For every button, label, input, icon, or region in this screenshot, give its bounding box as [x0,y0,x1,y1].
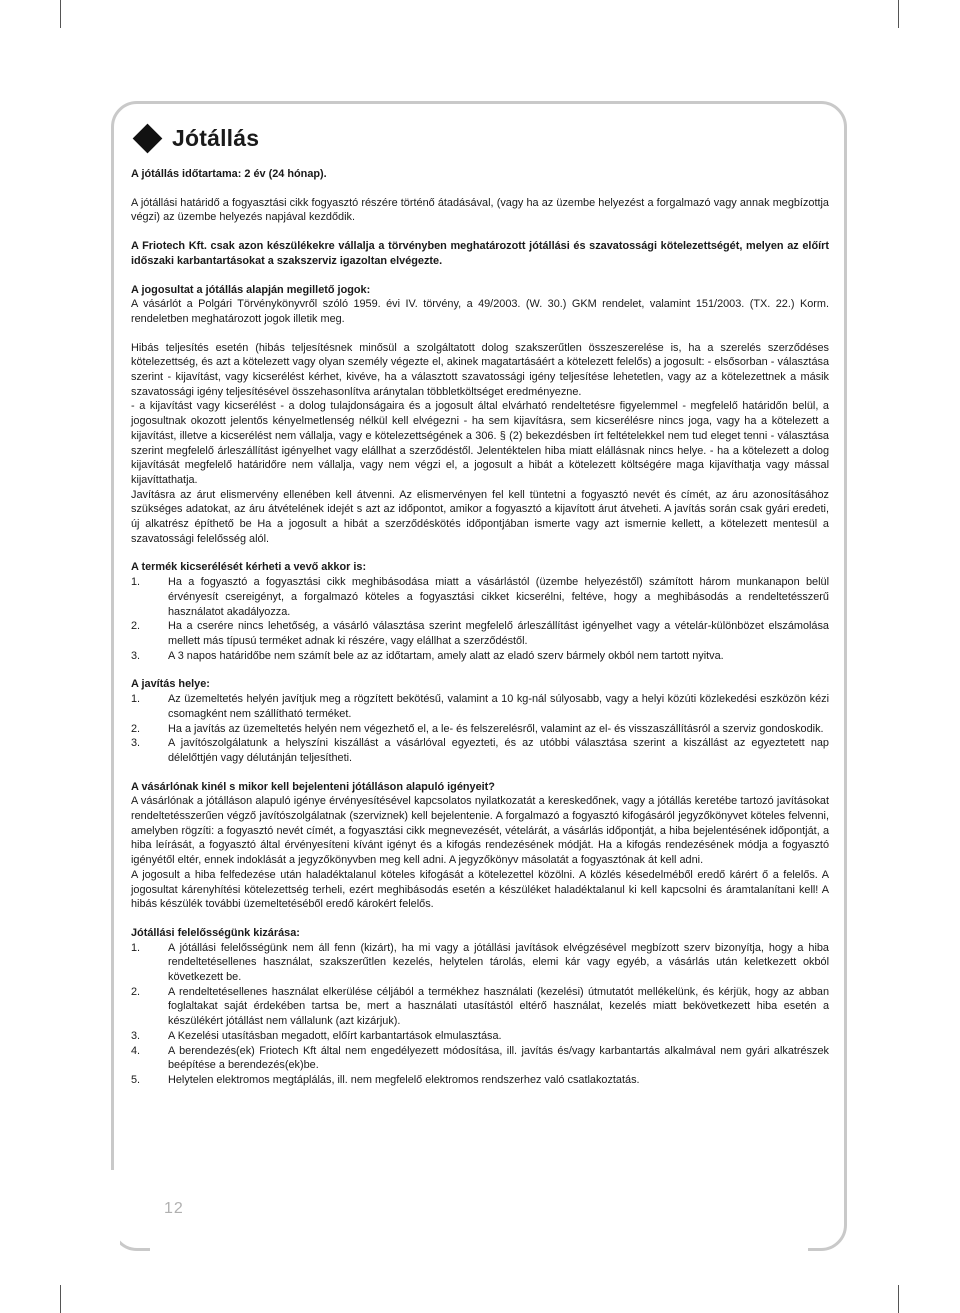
item-text: A jótállási felelősségünk nem áll fenn (kizárt), ha mi vagy a jótállási javítások elvégzésével megbízott szerv bizonyítja, hogy a hiba rendeltetésellenes használat, szakszerűtlen kezelés, helytelen tárolás, elemi kár vagy egyéb, a vásárlás után keletkezett okból következett be. [168,941,829,984]
list-item [131,941,829,985]
exclusion-list [131,941,829,1088]
exclusion-heading: Jótállási felelősségünk kizárása: [131,926,300,939]
item-number: 2. [131,985,141,998]
item-number: 3. [131,649,141,662]
repair-place-heading: A javítás helye: [131,678,210,691]
item-number: 5. [131,1073,141,1086]
item-number: 4. [131,1044,141,1057]
item-text: A javítószolgálatunk a helyszíni kiszállást a vásárlóval egyezteti, és az utóbbi választása szerint a kiszállást az egyeztetett nap délelőttjén vagy délutánján teljesítheti. [168,737,829,764]
diamond-bullet-icon [133,124,163,154]
rights-text: A vásárlót a Polgári Törvénykönyvről szóló 1959. évi IV. törvény, a 49/2003. (W. 30.) GKM rendelet, valamint 151/2003. (TX. 22.) Korm. rendeletben meghatározott jogok illetik meg. [131,298,829,325]
item-text: Ha a javítás az üzemeltetés helyén nem végezhető el, a le- és felszerelésről, valamint az el- és visszaszállításról a szerviz gondoskodik. [168,722,824,735]
rights-heading: A jogosultat a jótállás alapján megillető jogok: [131,283,371,296]
claim-heading: A vásárlónak kinél s mikor kell bejelenteni jótálláson alapuló igényeit? [131,780,495,793]
exchange-list [131,575,829,663]
page-number: 12 [164,1200,184,1217]
frame-gap [150,1236,808,1266]
item-text: A berendezés(ek) Friotech Kft által nem engedélyezett módosítása, ill. javítás és/vagy karbantartás alkalmával nem gyári alkatrészek beépítése a berendezés(ek)be. [168,1044,829,1072]
page-title: Jótállás [172,125,260,152]
item-number: 1. [131,941,141,954]
defect-paragraph: - a kijavítást vagy kicserélést - a dolog tulajdonságaira és a jogosult által elvárható rendeltetésre figyelemmel - megfelelő határidőn belül, a jogosultnak okozott jelentős kényelmetlenség nélkül kell elvégezni - ha sem kijavításra, sem kicserélésre nincs joga, vagy ha a kötelezett a kijavítást, illetve a kicserélést nem vállalja, vagy e kötelezettségének a 306. § (2) bekezdésben írt feltételekkel nem tud eleget tenni - választása szerint megfelelő árleszállítást igényelhet vagy elállhat a szerződéstől. Jelentéktelen hiba miatt elállásnak nincs helye. - ha a kötelezett a dolog kijavítását megfelelő határidőre nem vállalja, vagy nem végzi el, a jogosult a hibát a kötelezett költségére maga kijavíthatja vagy mással kijavíttathatja. [131,400,829,486]
item-text: Helytelen elektromos megtáplálás, ill. nem megfelelő elektromos rendszerhez való csatlakoztatás. [168,1073,640,1086]
section-heading [131,125,829,152]
defect-paragraph: Javításra az árut elismervény ellenében kell átvenni. Az elismervényen fel kell tüntetni a fogyasztó nevét és címét, az áru azonosításához szükséges adatokat, az áru átvételének idejét s azt az időpontot, amikor a fogyasztó a kijavított árut átveheti. A javítás során csak gyári eredeti, új alkatrész építhető be Ha a jogosult a hibát a szerződéskötés időpontjában ismerte vagy azt ismernie kellett, a kötelezett mentesül a szavatossági felelősség alól. [131,488,829,545]
crop-mark [60,0,61,28]
claim-paragraph: A vásárlónak a jótálláson alapuló igénye érvényesítésével kapcsolatos nyilatkozatát a kereskedőnek, vagy a jótállás keretébe tartozó javításokat rendeltetésszerűen végző javítószolgálatnak (szerviznek) kell bejelentenie. A forgalmazó a fogyasztó kifogásáról jegyzőkönyvet köteles felvenni, amelyben rögzíti: a fogyasztó nevét címét, a fogyasztási cikk megnevezését, vételárát, a vásárlás időpontját, a hiba bejelentésének időpontját, a hiba leírását, a fogyasztó által érvényesíteni kívánt igényt és a kifogás rendezésének módját. Ha a kifogás rendezésének módja a fogyasztó igényétől eltér, ennek indoklását a jegyzőkönyvben meg kell adni. A jegyzőkönyv másolatát a fogyasztónak át kell adni. [131,795,829,867]
item-text: Az üzemeltetés helyén javítjuk meg a rögzített bekötésű, valamint a 10 kg-nál súlyosabb, vagy a helyi közúti közlekedési eszközön kézi csomagként nem szállítható terméket. [168,693,829,720]
list-item [131,722,829,737]
intro-paragraph: A jótállási határidő a fogyasztási cikk fogyasztó részére történő átadásával, (vagy ha az üzembe helyezést a forgalmazó vagy annak megbízottja végzi) az üzembe helyezés napjával kezdődik. [131,196,829,224]
list-item [131,1073,829,1088]
exchange-heading: A termék kicserélését kérheti a vevő akkor is: [131,561,367,574]
item-number: 1. [131,576,141,589]
list-item [131,736,829,765]
list-item [131,1029,829,1044]
crop-mark [898,1285,899,1313]
item-text: A Kezelési utasításban megadott, előírt karbantartások elmulasztása. [168,1029,502,1042]
list-item [131,575,829,619]
crop-mark [60,1285,61,1313]
warranty-duration: A jótállás időtartama: 2 év (24 hónap). [131,168,327,180]
item-number: 3. [131,1029,141,1042]
list-item [131,649,829,664]
item-text: A rendeltetésellenes használat elkerülése céljából a termékhez használati (kezelési) útmutatót mellékelünk, és kérjük, hogy az abban foglaltakat saját érdekében tartsa be, mert a használati utasítástól eltérő használat, kezelés miatt bekövetkezett hiba esetén a készülékért jótállást nem vállalunk (azt kizárjuk). [168,985,829,1028]
item-number: 3. [131,737,141,750]
list-item [131,692,829,721]
list-item [131,1044,829,1073]
crop-mark [898,0,899,28]
list-item [131,985,829,1029]
item-text: Ha a fogyasztó a fogyasztási cikk meghibásodása miatt a vásárlástól (üzembe helyezéstől) számított három munkanapon belül érvényesít csereigényt, a forgalmazó köteles a fogyasztási cikket kicserélni, feltéve, hogy a meghibásodás a rendeltetésszerű használatot akadályozza. [168,576,829,618]
frame-gap [100,1170,120,1260]
item-number: 2. [131,620,141,633]
item-number: 2. [131,722,141,735]
item-text: A 3 napos határidőbe nem számít bele az az időtartam, amely alatt az eladó szerv bármely okból nem tartott nyitva. [168,649,724,662]
friotech-paragraph: A Friotech Kft. csak azon készülékekre vállalja a törvényben meghatározott jótállási és szavatossági kötelezettségét, melyen az előírt időszaki karbantartásokat a szakszerviz igazoltan elvégezte. [131,240,829,267]
warranty-content [131,125,829,1088]
defect-paragraph: Hibás teljesítés esetén (hibás teljesítésnek minősül a szolgáltatott dolog szakszerűtlen összeszerelése is, ha a szerelés szerződéses kötelezettség, és azt a kötelezett vagy olyan személy végezte el, akinek magatartásáért a kötelezett felelős) a jogosult: - elsősorban - választása szerint - kijavítást, vagy kicserélést kérhet, kivéve, ha a választott szavatossági igény teljesítése lehetetlen, vagy az a kötelezettnek a másik szavatossági igény teljesítésével összehasonlítva aránytalan többletköltséget eredményezne. [131,341,829,398]
item-number: 1. [131,693,141,706]
repair-place-list [131,692,829,766]
item-text: Ha a cserére nincs lehetőség, a vásárló választása szerint megfelelő árleszállítást igényelhet vagy a vételár-különbözet elszámolása mellett más típusú terméket adnak ki részére, vagy elállhat a szerződéstől. [168,620,829,647]
list-item [131,619,829,648]
claim-paragraph: A jogosult a hiba felfedezése után haladéktalanul köteles kifogását a kötelezettel közölni. A közlés késedelméből eredő kárért ő a felelős. A jogosultat kárenyhítési kötelezettség terheli, ezért meghibásodás esetén a készüléket haladéktalanul ki kell kapcsolni és áramtalanítani kell! A hibás készülék további üzemeltetéséből eredő károkért felelős. [131,868,829,911]
